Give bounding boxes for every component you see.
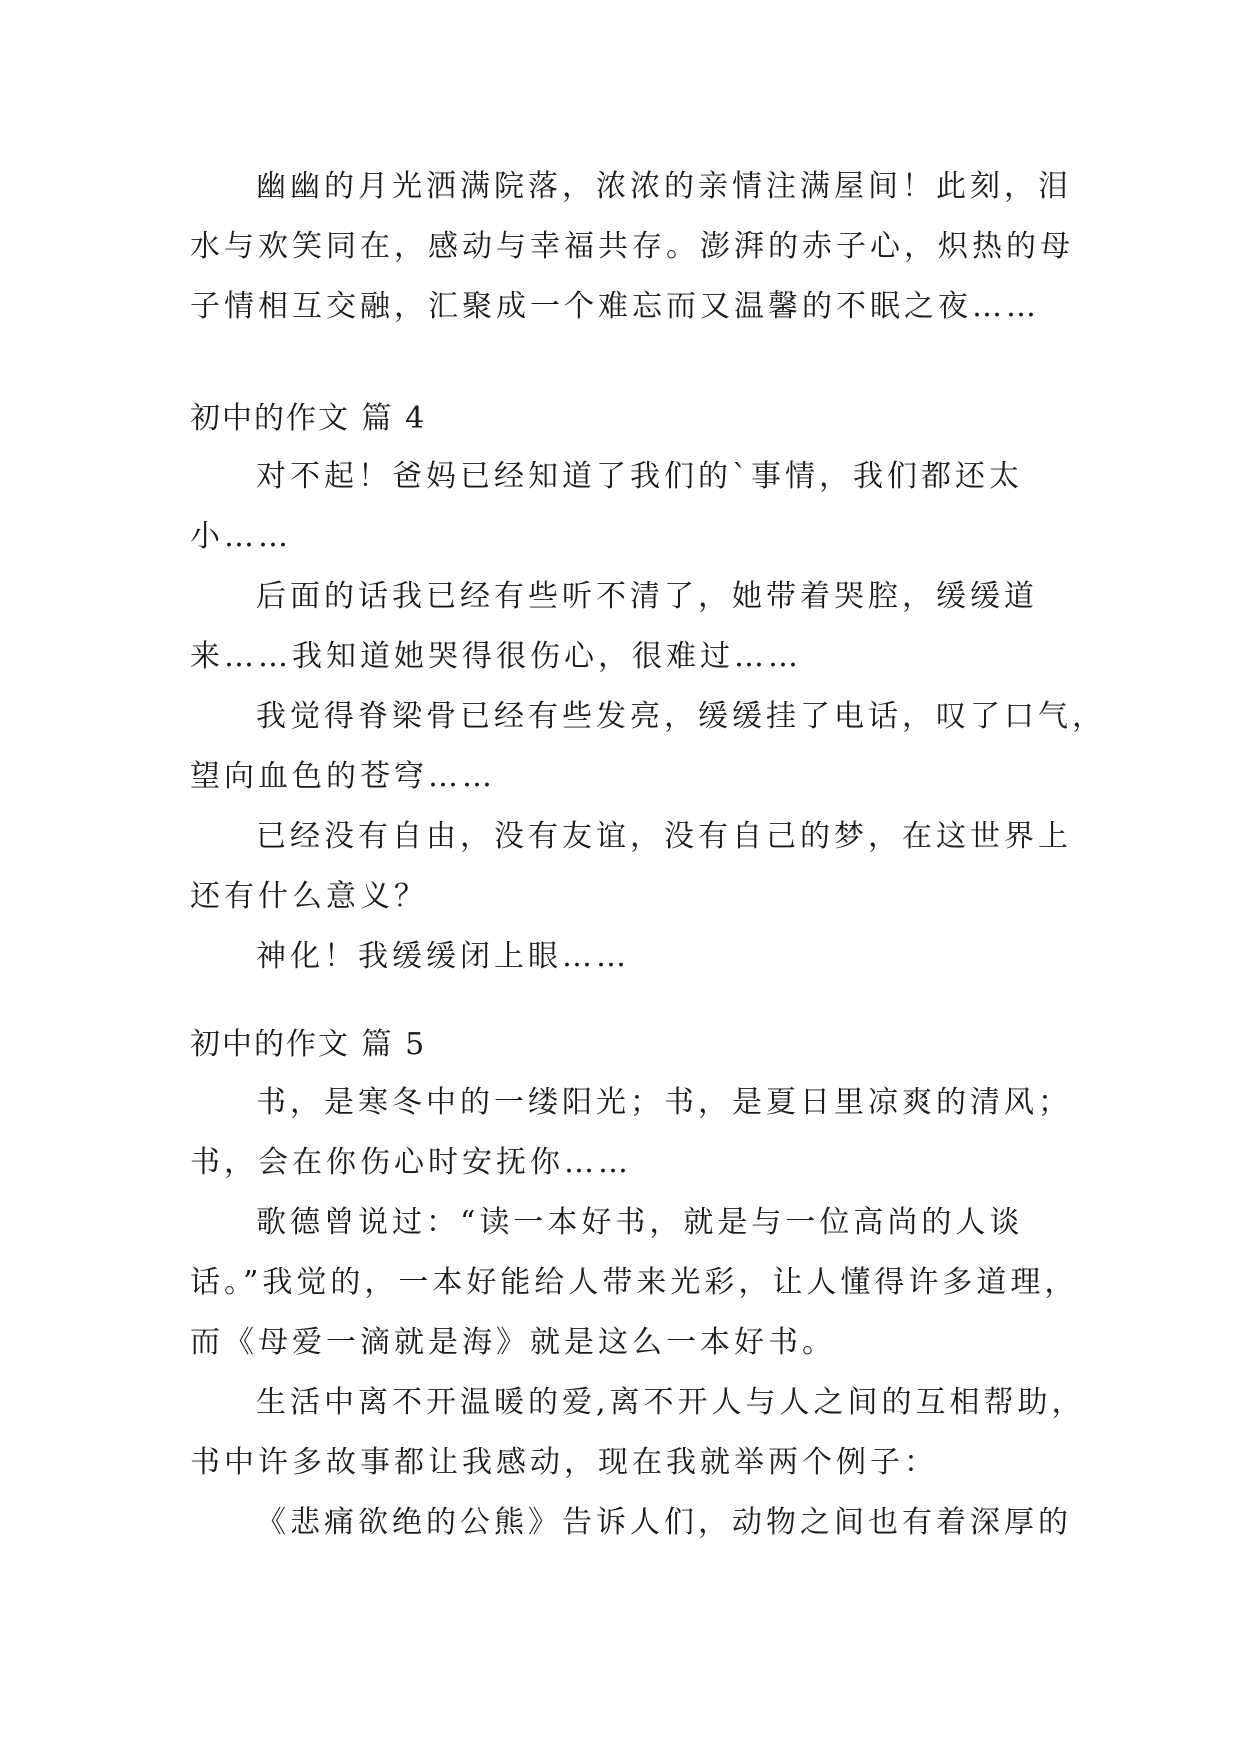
text-line: 书中许多故事都让我感动，现在我就举两个例子： xyxy=(190,1445,938,1480)
text-line: 望向血色的苍穹…… xyxy=(190,759,496,794)
section-heading-4 xyxy=(190,389,1060,449)
text-line: 生活中离不开温暖的爱,离不开人与人之间的互相帮助， xyxy=(256,1385,1086,1420)
text-line: 已经没有自由，没有友谊，没有自己的梦，在这世界上 xyxy=(256,819,1072,854)
text-line: 对不起！爸妈已经知道了我们的`事情，我们都还太 xyxy=(256,459,1023,494)
text-line: 小…… xyxy=(190,519,292,554)
text-line: 书，会在你伤心时安抚你…… xyxy=(190,1145,632,1180)
text-line: 幽幽的月光洒满院落，浓浓的亲情注满屋间！此刻，泪 xyxy=(256,169,1072,204)
text-line: 后面的话我已经有些听不清了，她带着哭腔，缓缓道 xyxy=(256,579,1038,614)
text-line: 我觉得脊梁骨已经有些发亮，缓缓挂了电话，叹了口气， xyxy=(256,699,1106,734)
section-4-body xyxy=(190,447,1106,987)
text-line: 水与欢笑同在，感动与幸福共存。澎湃的赤子心，炽热的母 xyxy=(190,229,1074,264)
text-line: 书，是寒冬中的一缕阳光；书，是夏日里凉爽的清风； xyxy=(256,1085,1072,1120)
text-line: 歌德曾说过：“读一本好书，就是与一位高尚的人谈 xyxy=(256,1205,1024,1240)
text-line: 而《母爱一滴就是海》就是这么一本好书。 xyxy=(190,1325,836,1360)
text-line: 还有什么意义？ xyxy=(190,879,428,914)
section-title: 初中的作文 篇 4 xyxy=(190,401,427,436)
section-title: 初中的作文 篇 5 xyxy=(190,1027,427,1062)
text-line: 神化！我缓缓闭上眼…… xyxy=(256,939,630,974)
text-line: 来……我知道她哭得很伤心，很难过…… xyxy=(190,639,802,674)
text-line: 子情相互交融，汇聚成一个难忘而又温馨的不眠之夜…… xyxy=(190,289,1040,324)
paragraph-intro xyxy=(190,157,1074,337)
section-5-body xyxy=(190,1073,1086,1553)
text-line: 话。”我觉的，一本好能给人带来光彩，让人懂得许多道理， xyxy=(190,1265,1079,1300)
text-line: 《悲痛欲绝的公熊》告诉人们，动物之间也有着深厚的 xyxy=(256,1505,1072,1540)
section-heading-5 xyxy=(190,1015,1060,1075)
